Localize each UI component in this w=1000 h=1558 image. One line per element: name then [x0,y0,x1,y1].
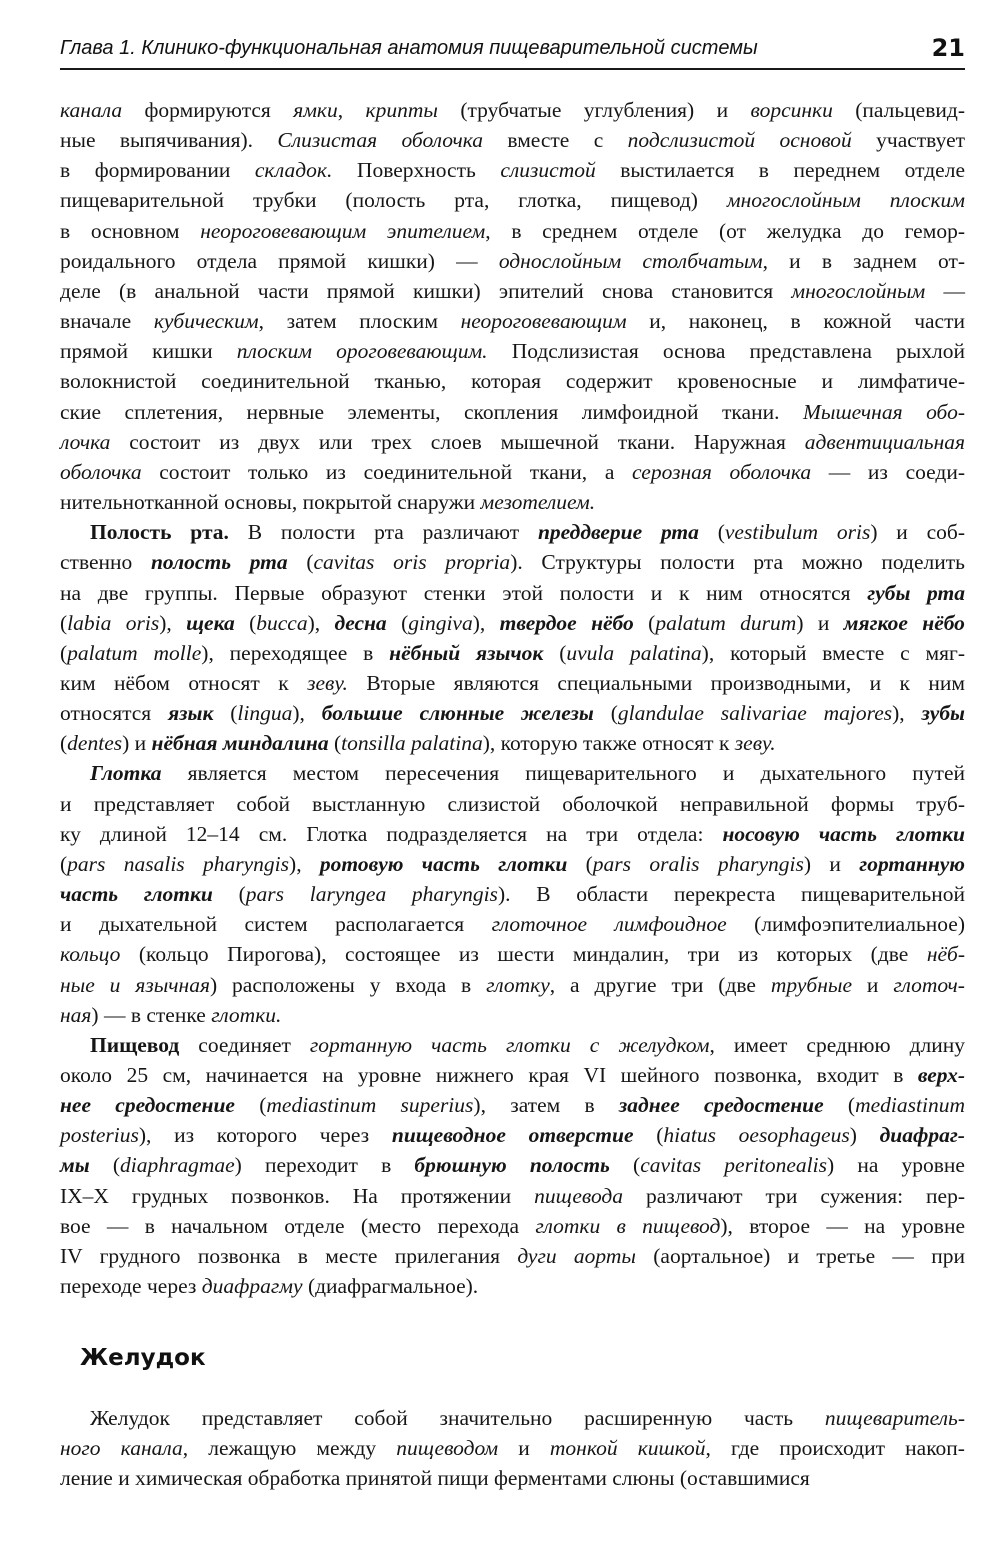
emphasis-run: labia oris [67,610,160,635]
text-run: (кольцо Пирогова), состоящее из шести миндалин, три из которых (две [120,942,927,967]
text-line [60,698,965,728]
text-run: ( [698,520,725,545]
text-run: ), [289,851,320,876]
text-run: ). Структуры полости рта можно поделить [510,550,965,575]
emphasis-run: глотку [486,972,550,997]
text-line [60,1463,965,1493]
text-run: ), второе — на уровне [720,1213,965,1238]
text-run: роидального отдела прямой кишки) — [60,248,499,273]
paragraph [60,95,965,517]
text-line [60,819,965,849]
emphasis-run: ворсинки [750,98,833,122]
paragraph [60,517,965,758]
text-line [60,306,965,336]
emphasis-run: ного канала [60,1436,183,1461]
emphasis-run: щека [186,610,235,635]
text-line [60,1433,965,1463]
text-run: , лежащую между [182,1436,397,1461]
text-run: (трубчатые углубления) и [437,98,751,122]
text-run: ), [892,701,922,726]
emphasis-run: нёбная миндалина [151,731,329,756]
emphasis-run: кольцо [60,942,121,967]
emphasis-run: glandulae salivariae majores [617,701,893,726]
paragraph [60,1403,965,1493]
text-run: и дыхательной систем располагается [60,912,492,937]
emphasis-run: зеву. [307,670,348,695]
paragraph [60,758,965,1029]
text-run: выстилается в переднем отделе [595,158,965,183]
text-line [60,547,965,577]
text-run: (пальцевид- [832,98,965,122]
text-run: (аортальное) и третье — при [635,1243,965,1268]
text-run: ), [292,701,322,726]
emphasis-run: глоточное лимфоидное [491,912,727,937]
emphasis-run: глоточ- [893,972,965,997]
text-run: ) — в стенке [91,1002,212,1027]
text-line [60,185,965,215]
text-run: ( [633,610,656,635]
text-run: ( [89,1153,120,1178]
emphasis-run: mediastinum [855,1093,965,1118]
text-run: ), из которого через [138,1123,392,1148]
text-run: в формировании [60,158,255,183]
text-run: и [852,972,894,997]
text-run: ( [60,851,68,876]
emphasis-run: pars nasalis pharyngis [67,851,290,876]
text-run: ( [386,610,409,635]
page-number: 21 [931,34,965,62]
text-run: Подслизистая основа представлена рыхлой [487,339,965,364]
emphasis-run: носовую часть глотки [722,821,966,846]
emphasis-run: ная [60,1002,92,1027]
running-title: Глава 1. Клинико-функциональная анатомия пищеварительной системы [60,37,758,59]
emphasis-run: оболочка [60,459,142,484]
text-run: ские сплетения, нервные элементы, скопления лимфоидной ткани. [60,399,803,424]
text-line [60,155,965,185]
emphasis-run: ные и язычная [60,972,210,997]
emphasis-run: гортанную [859,851,966,876]
text-run: переходе через [60,1274,202,1299]
emphasis-run: заднее средостение [618,1093,824,1118]
text-run: ) [849,1123,880,1148]
text-run: ) и [796,610,844,635]
emphasis-run: cavitas oris propria [313,550,511,575]
emphasis-run: pars laryngea pharyngis [245,882,498,907]
text-run: ление и химическая обработка принятой пищи ферментами слюны (оставшимися [60,1466,810,1491]
text-line [60,427,965,457]
text-run: и представляет собой выстланную слизистой оболочкой неправильной формы труб- [60,791,965,816]
emphasis-run: gingiva [408,610,473,635]
text-line [60,939,965,969]
emphasis-run: преддверие рта [537,520,699,545]
text-run: ким нёбом относят к [60,670,308,695]
text-line [60,125,965,155]
text-line [60,1181,965,1211]
text-line [60,578,965,608]
text-run: нительнотканной основы, покрытой снаружи [60,490,481,515]
emphasis-run: однослойным столбчатым [498,248,763,273]
text-run: ственно [60,550,151,575]
emphasis-run: palatum durum [655,610,797,635]
text-run: ), затем в [473,1093,619,1118]
emphasis-run: диафраг- [879,1123,965,1148]
text-line [60,879,965,909]
text-run: , затем плоским [258,309,461,334]
text-line [60,216,965,246]
emphasis-run: bucca [256,610,308,635]
text-line [60,970,965,1000]
emphasis-run: uvula palatina [566,640,702,665]
text-run: ( [213,701,238,726]
text-run: ) переходит в [234,1153,415,1178]
text-run: ( [567,851,593,876]
text-line [60,246,965,276]
text-line [60,1060,965,1090]
emphasis-run: неороговевающим эпителием [200,218,486,243]
text-run: является местом пересечения пищеварительного и дыхательного путей [161,761,965,786]
text-line [60,397,965,427]
text-run: ). В области перекреста пищеварительной [497,882,965,907]
text-run: — [925,278,965,303]
text-line [60,728,965,758]
text-run: состоит только из соединительной ткани, а [141,459,633,484]
text-run: ( [234,610,257,635]
text-run: Вторые являются специальными производными, и к ним [347,670,966,695]
emphasis-run: мы [60,1153,90,1178]
text-run: (диафрагмальное). [302,1274,479,1299]
text-run: ( [60,610,68,635]
text-line [60,1271,965,1301]
emphasis-run: palatum molle [67,640,202,665]
text-line [60,758,965,788]
text-line [60,487,965,517]
paragraph [60,1030,965,1301]
text-line [60,1241,965,1271]
text-run: деле (в анальной части прямой кишки) эпителий снова становится [60,278,792,303]
emphasis-run: лочка [60,429,111,454]
emphasis-run: ротовую часть глотки [319,851,568,876]
text-run: ), который вместе с мяг- [701,640,965,665]
text-run: ( [633,1123,664,1148]
text-line [60,909,965,939]
text-run: ) на уровне [827,1153,965,1178]
emphasis-run: lingua [237,701,293,726]
text-run: , а другие три (две [549,972,771,997]
emphasis-run: мезотелием. [480,490,596,515]
emphasis-run: Полость рта. [90,520,229,545]
section-heading: Желудок [80,1345,206,1371]
text-line [60,638,965,668]
text-line [60,366,965,396]
emphasis-run: пищеводом [396,1436,499,1461]
text-run: в основном [60,218,201,243]
text-run: , имеет среднюю длину [709,1032,965,1057]
text-line [60,517,965,547]
emphasis-run: твердое нёбо [499,610,634,635]
emphasis-run: Глотка [90,761,162,786]
emphasis-run: нее средостение [60,1093,235,1118]
emphasis-run: серозная оболочка [632,459,812,484]
text-run: ) расположены у входа в [209,972,487,997]
text-run: Желудок представляет собой значительно расширенную часть [90,1406,825,1430]
text-run: волокнистой соединительной тканью, которая содержит кровеносные и лимфатиче- [60,369,965,394]
emphasis-run: diaphragmae [119,1153,235,1178]
text-line [60,608,965,638]
text-run: участвует [851,128,966,153]
text-run: ( [287,550,314,575]
emphasis-run: pars oralis pharyngis [592,851,804,876]
emphasis-run: трубные [770,972,852,997]
emphasis-run: Пищевод [90,1032,180,1057]
text-line [60,1211,965,1241]
text-run: В полости рта различают [228,520,538,545]
text-run: вначале [60,309,154,334]
emphasis-run: язык [168,701,214,726]
text-run: ), переходящее в [201,640,390,665]
text-run: около 25 см, начинается на уровне нижнего края VI шейного позвонка, входит в [60,1063,918,1087]
text-line [60,1030,965,1060]
emphasis-run: подслизистой основой [627,128,852,153]
emphasis-run: mediastinum superius [266,1093,474,1118]
emphasis-run: tonsilla palatina [341,731,483,756]
emphasis-run: слизистой [500,158,596,183]
emphasis-run: vestibulum oris [724,520,871,545]
emphasis-run: мягкое нёбо [843,610,965,635]
text-line [60,1000,965,1030]
text-run: различают три сужения: пер- [623,1183,965,1208]
emphasis-run: десна [334,610,387,635]
text-run: , и в заднем от- [762,248,965,273]
emphasis-run: верх- [917,1063,965,1087]
text-line [60,95,965,125]
text-line [60,1403,965,1433]
text-run: на две группы. Первые образуют стенки этой полости и к ним относятся [60,580,868,605]
emphasis-run: posterius [60,1123,139,1148]
text-run: ку длиной 12–14 см. Глотка подразделяется на три отдела: [60,821,723,846]
text-run: ( [543,640,567,665]
text-line [60,1150,965,1180]
emphasis-run: тонкой кишкой [549,1436,706,1461]
emphasis-run: полость рта [150,550,288,575]
emphasis-run: часть глотки [60,882,213,907]
emphasis-run: кубическим [153,309,259,334]
text-run: ), которую также относят к [482,731,735,756]
text-run: вое — в начальном отделе (место перехода [60,1213,536,1238]
emphasis-run: складок. [254,158,333,183]
emphasis-run: брюшную полость [414,1153,610,1178]
text-line [60,668,965,698]
text-run: (лимфоэпителиальное) [726,912,966,937]
emphasis-run: hiatus oesophageus [663,1123,850,1148]
emphasis-run: канала [60,98,123,122]
text-run: ), [159,610,187,635]
text-line [60,1120,965,1150]
emphasis-run: многослойным плоским [726,188,965,213]
text-run: ( [609,1153,641,1178]
text-run: ) и [122,731,152,756]
text-run: ) и [803,851,860,876]
text-run: и, наконец, в кожной части [626,309,966,334]
text-line [60,336,965,366]
emphasis-run: адвентициальная [804,429,965,454]
emphasis-run: многослойным [791,278,926,303]
emphasis-run: плоским ороговевающим. [236,339,488,364]
text-run: ), [307,610,335,635]
text-line [60,457,965,487]
text-run: ( [234,1093,267,1118]
text-run: и [498,1436,550,1461]
emphasis-run: cavitas peritonealis [640,1153,827,1178]
emphasis-run: Слизистая оболочка [277,128,484,153]
emphasis-run: гортанную часть глотки с желудком [309,1032,710,1057]
emphasis-run: dentes [67,731,123,756]
emphasis-run: большие слюнные железы [321,701,594,726]
section-stomach [60,1345,965,1491]
emphasis-run: Мышечная обо- [802,399,965,424]
text-run: IX–X грудных позвонков. На протяжении [60,1183,535,1208]
text-run: ные выпячивания). [60,128,278,153]
text-run: , [337,98,366,122]
emphasis-run: крипты [365,98,438,122]
text-run: , где происходит накоп- [705,1436,965,1461]
text-run: прямой кишки [60,339,237,364]
text-run: соединяет [179,1032,310,1057]
text-run: ( [593,701,618,726]
text-run: ( [823,1093,856,1118]
body-text [60,95,965,1301]
running-header [60,34,965,70]
text-run: — из соеди- [811,459,966,484]
text-run: состоит из двух или трех слоев мышечной ткани. Наружная [110,429,805,454]
emphasis-run: глотки в пищевод [535,1213,721,1238]
text-run: , в среднем отделе (от желудка до гемор- [485,218,965,243]
text-run: IV грудного позвонка в месте прилегания [60,1243,518,1268]
emphasis-run: пищеводное отверстие [391,1123,634,1148]
text-run: ( [60,640,68,665]
text-run: формируются [122,98,294,122]
text-run: ) и соб- [870,520,965,545]
text-run: ), [472,610,500,635]
emphasis-run: диафрагму [201,1274,303,1299]
emphasis-run: глотки. [211,1002,282,1027]
text-line [60,276,965,306]
emphasis-run: нёбный язычок [389,640,544,665]
text-line [60,1090,965,1120]
text-run: Поверхность [332,158,501,183]
emphasis-run: дуги аорты [517,1243,636,1268]
emphasis-run: зеву. [734,731,776,756]
emphasis-run: пищевода [534,1183,624,1208]
text-run: вместе с [483,128,628,153]
emphasis-run: зубы [921,701,965,726]
section-body-text [60,1403,965,1493]
emphasis-run: губы рта [867,580,965,605]
emphasis-run: пищеваритель- [824,1406,965,1430]
text-run: относятся [60,701,169,726]
text-run: ( [212,882,246,907]
text-run: ( [328,731,342,756]
emphasis-run: ямки [293,98,338,122]
emphasis-run: нёб- [926,942,965,967]
text-run: ( [60,731,68,756]
text-run: пищеварительной трубки (полость рта, глотка, пищевод) [60,188,727,213]
text-line [60,789,965,819]
text-line [60,849,965,879]
emphasis-run: неороговевающим [460,309,627,334]
